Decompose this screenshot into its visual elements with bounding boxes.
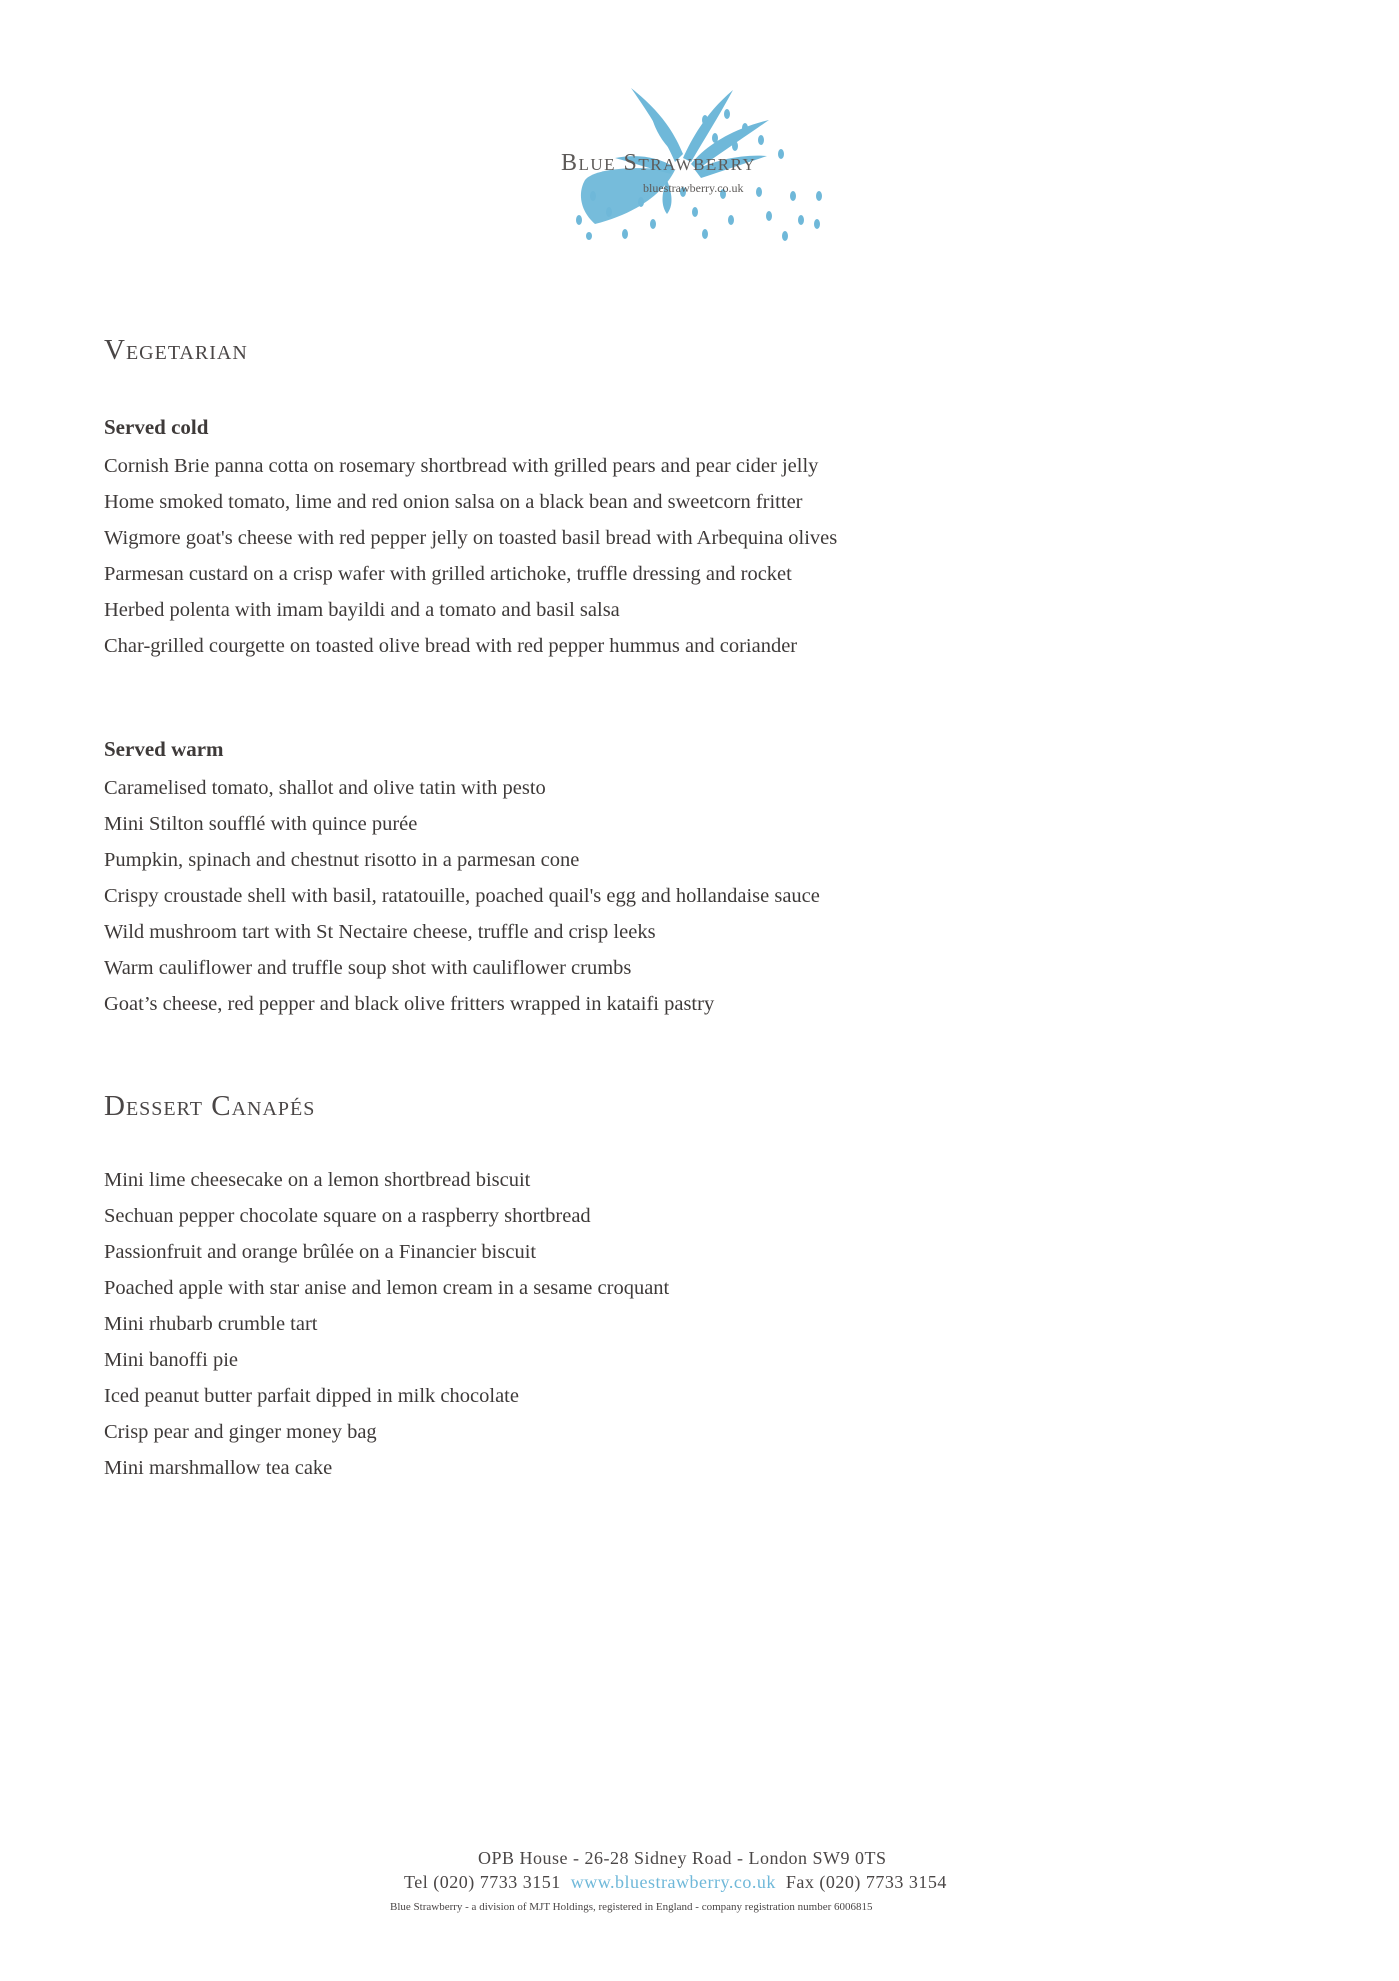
menu-item: Crispy croustade shell with basil, ratatouille, poached quail's egg and hollandaise sauce xyxy=(104,885,820,907)
menu-item: Crisp pear and ginger money bag xyxy=(104,1421,377,1443)
menu-item: Herbed polenta with imam bayildi and a tomato and basil salsa xyxy=(104,599,620,621)
brand-logo xyxy=(555,84,855,254)
menu-item: Sechuan pepper chocolate square on a raspberry shortbread xyxy=(104,1205,591,1227)
menu-item: Char-grilled courgette on toasted olive bread with red pepper hummus and coriander xyxy=(104,635,798,657)
logo-url: bluestrawberry.co.uk xyxy=(643,181,744,195)
menu-item: Caramelised tomato, shallot and olive tatin with pesto xyxy=(104,777,546,799)
group-title: Served warm xyxy=(104,737,224,761)
menu-list xyxy=(104,1162,669,1486)
menu-item: Passionfruit and orange brûlée on a Financier biscuit xyxy=(104,1241,537,1263)
group-served-cold xyxy=(104,410,837,664)
footer-legal: Blue Strawberry - a division of MJT Holdings, registered in England - company registration number 6006815 xyxy=(390,1901,873,1913)
menu-item: Mini banoffi pie xyxy=(104,1349,238,1371)
menu-item: Wigmore goat's cheese with red pepper jelly on toasted basil bread with Arbequina olives xyxy=(104,527,838,549)
menu-item: Poached apple with star anise and lemon cream in a sesame croquant xyxy=(104,1277,670,1299)
menu-item: Iced peanut butter parfait dipped in milk chocolate xyxy=(104,1385,519,1407)
logo-name: Blue Strawberry xyxy=(561,150,757,176)
menu-item: Parmesan custard on a crisp wafer with grilled artichoke, truffle dressing and rocket xyxy=(104,563,792,585)
menu-item: Mini lime cheesecake on a lemon shortbread biscuit xyxy=(104,1169,531,1191)
menu-item: Warm cauliflower and truffle soup shot with cauliflower crumbs xyxy=(104,957,632,979)
menu-item: Cornish Brie panna cotta on rosemary shortbread with grilled pears and pear cider jelly xyxy=(104,455,819,477)
footer-website-link[interactable]: www.bluestrawberry.co.uk xyxy=(570,1872,776,1892)
footer-contact xyxy=(404,1872,947,1893)
menu-item: Home smoked tomato, lime and red onion salsa on a black bean and sweetcorn fritter xyxy=(104,491,803,513)
menu-list xyxy=(104,770,820,1022)
menu-item: Mini marshmallow tea cake xyxy=(104,1457,333,1479)
menu-list xyxy=(104,448,837,664)
menu-item: Goat’s cheese, red pepper and black olive fritters wrapped in kataifi pastry xyxy=(104,993,715,1015)
menu-item: Mini Stilton soufflé with quince purée xyxy=(104,813,418,835)
menu-item: Pumpkin, spinach and chestnut risotto in a parmesan cone xyxy=(104,849,580,871)
footer-tel: Tel (020) 7733 3151 xyxy=(404,1872,561,1892)
group-title: Served cold xyxy=(104,415,209,439)
group-desserts xyxy=(104,1162,669,1486)
footer-address: OPB House - 26-28 Sidney Road - London SW9 0TS xyxy=(478,1848,887,1868)
menu-item: Mini rhubarb crumble tart xyxy=(104,1313,318,1335)
group-served-warm xyxy=(104,732,820,1022)
menu-item: Wild mushroom tart with St Nectaire cheese, truffle and crisp leeks xyxy=(104,921,656,943)
section-title-vegetarian: Vegetarian xyxy=(104,334,248,366)
footer-fax: Fax (020) 7733 3154 xyxy=(785,1872,947,1892)
section-title-dessert-canapes: Dessert Canapés xyxy=(104,1090,316,1122)
